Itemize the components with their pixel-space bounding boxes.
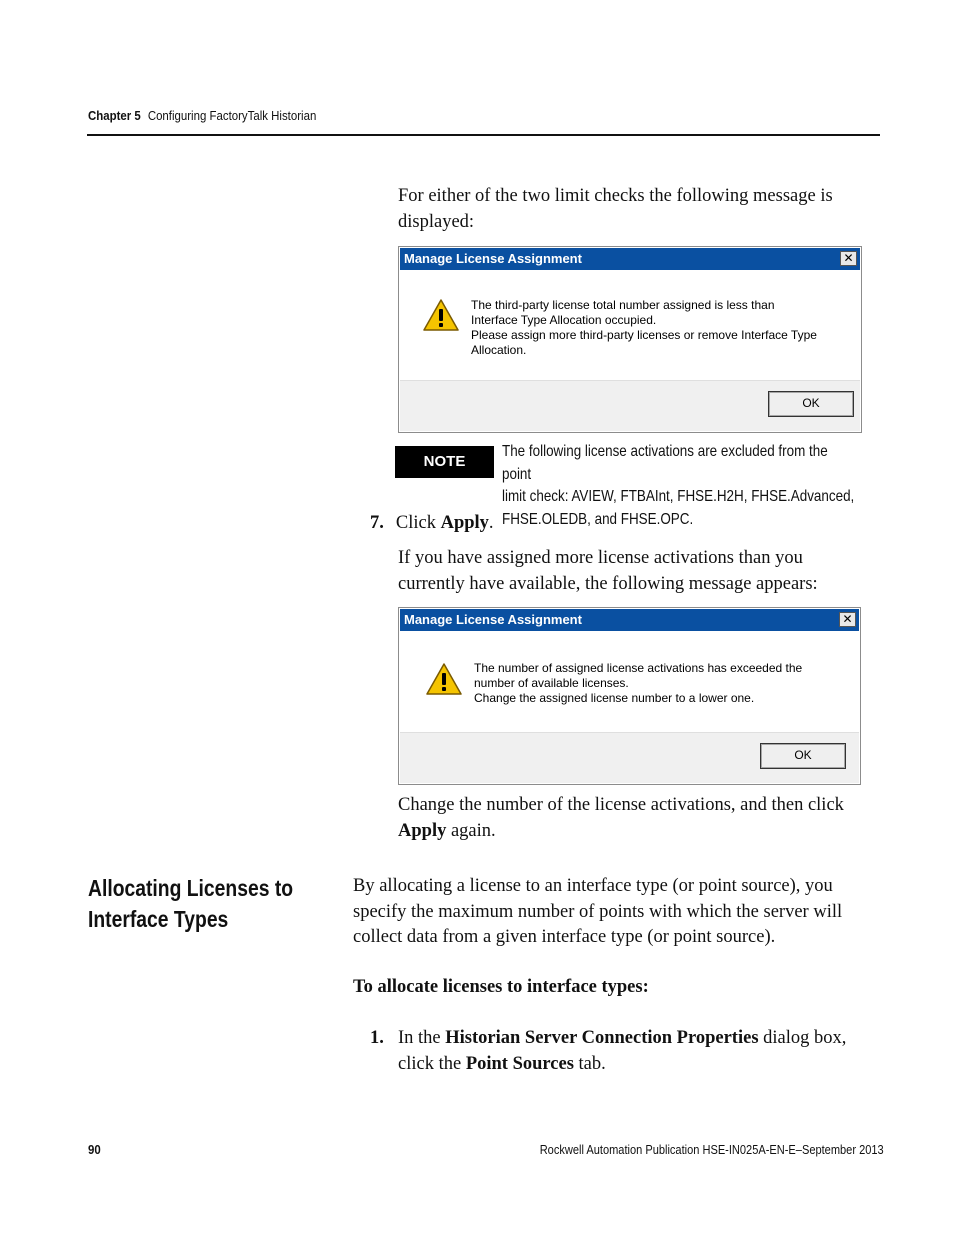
ok-button[interactable]: OK	[760, 743, 846, 769]
step-number: 7.	[370, 513, 384, 533]
warning-icon	[426, 663, 462, 695]
dialog-body	[400, 631, 859, 734]
message-line: Please assign more third-party licenses or remove Interface Type	[471, 328, 817, 342]
paragraph-text: again.	[446, 820, 496, 841]
step-text: .	[488, 513, 494, 533]
step-7	[370, 511, 494, 537]
dialog-name-label: Historian Server Connection Properties	[445, 1028, 759, 1048]
message-line: The number of assigned license activations has exceeded the	[474, 661, 803, 675]
paragraph-line: If you have assigned more license activations than you	[398, 548, 803, 568]
intro-line-1: For either of the two limit checks the following message is	[398, 186, 833, 206]
dialog-body	[400, 270, 860, 381]
intro-line-2: displayed:	[398, 211, 475, 232]
page-number: 90	[88, 1142, 101, 1157]
step-text: Click	[395, 513, 441, 533]
procedure-title	[353, 975, 649, 1001]
apply-label: Apply	[440, 513, 489, 533]
dialog-footer	[400, 380, 860, 431]
dialog-screenshot-exceeded	[398, 607, 861, 785]
dialog-title: Manage License Assignment	[404, 251, 582, 266]
step-text: tab.	[573, 1053, 606, 1074]
close-icon[interactable]: ✕	[840, 251, 857, 266]
note-badge: NOTE	[395, 446, 494, 478]
note-text	[502, 441, 855, 531]
step-text: dialog box,	[758, 1028, 847, 1048]
section-paragraph	[353, 874, 893, 951]
dialog-title-bar	[400, 248, 860, 270]
message-line: Interface Type Allocation occupied.	[471, 313, 657, 327]
paragraph-line: specify the maximum number of points with which the server will	[353, 901, 843, 922]
step-text: click the	[398, 1053, 466, 1074]
note-line: FHSE.OLEDB, and FHSE.OPC.	[502, 510, 694, 528]
heading-line: Interface Types	[88, 905, 229, 932]
section-heading	[88, 873, 293, 934]
dialog-screenshot-limit-check	[398, 246, 862, 433]
message-line: Allocation.	[471, 343, 527, 357]
paragraph-line: By allocating a license to an interface type (or point source), you	[353, 876, 833, 896]
procedure-title-text: To allocate licenses to interface types:	[353, 977, 649, 997]
step-text: In the	[398, 1028, 446, 1048]
paragraph-line: Change the number of the license activations, and then click	[398, 795, 844, 815]
running-header	[88, 108, 316, 123]
ok-button[interactable]: OK	[768, 391, 854, 417]
heading-line: Allocating Licenses to	[88, 875, 294, 901]
publication-info: Rockwell Automation Publication HSE-IN025A-EN-E–September 2013	[540, 1142, 884, 1157]
header-rule	[87, 134, 880, 136]
dialog-title: Manage License Assignment	[404, 612, 582, 627]
warning-icon	[423, 299, 459, 331]
paragraph-line: collect data from a given interface type (or point source).	[353, 927, 776, 947]
step-number: 1.	[370, 1028, 384, 1048]
intro-paragraph	[398, 184, 878, 235]
dialog-message	[474, 661, 802, 706]
step-1-text	[398, 1026, 878, 1077]
chapter-label: Chapter 5	[88, 108, 141, 123]
chapter-title: Configuring FactoryTalk Historian	[147, 108, 317, 123]
note-line: The following license activations are excluded from the point	[502, 443, 828, 483]
close-icon[interactable]: ✕	[839, 612, 856, 627]
note-line: limit check: AVIEW, FTBAInt, FHSE.H2H, FHSE.Advanced,	[502, 488, 855, 505]
message-line: number of available licenses.	[474, 676, 629, 690]
paragraph-line: currently have available, the following message appears:	[398, 573, 818, 594]
message-line: The third-party license total number assigned is less than	[471, 298, 775, 312]
dialog-footer	[400, 732, 859, 783]
dialog-message	[471, 298, 817, 358]
after-dialog-paragraph	[398, 793, 888, 844]
apply-label: Apply	[398, 820, 447, 841]
dialog-title-bar	[400, 609, 859, 631]
message-line: Change the assigned license number to a lower one.	[474, 691, 755, 705]
tab-name-label: Point Sources	[465, 1053, 574, 1074]
step-1	[370, 1026, 384, 1052]
step-7-paragraph	[398, 546, 878, 597]
